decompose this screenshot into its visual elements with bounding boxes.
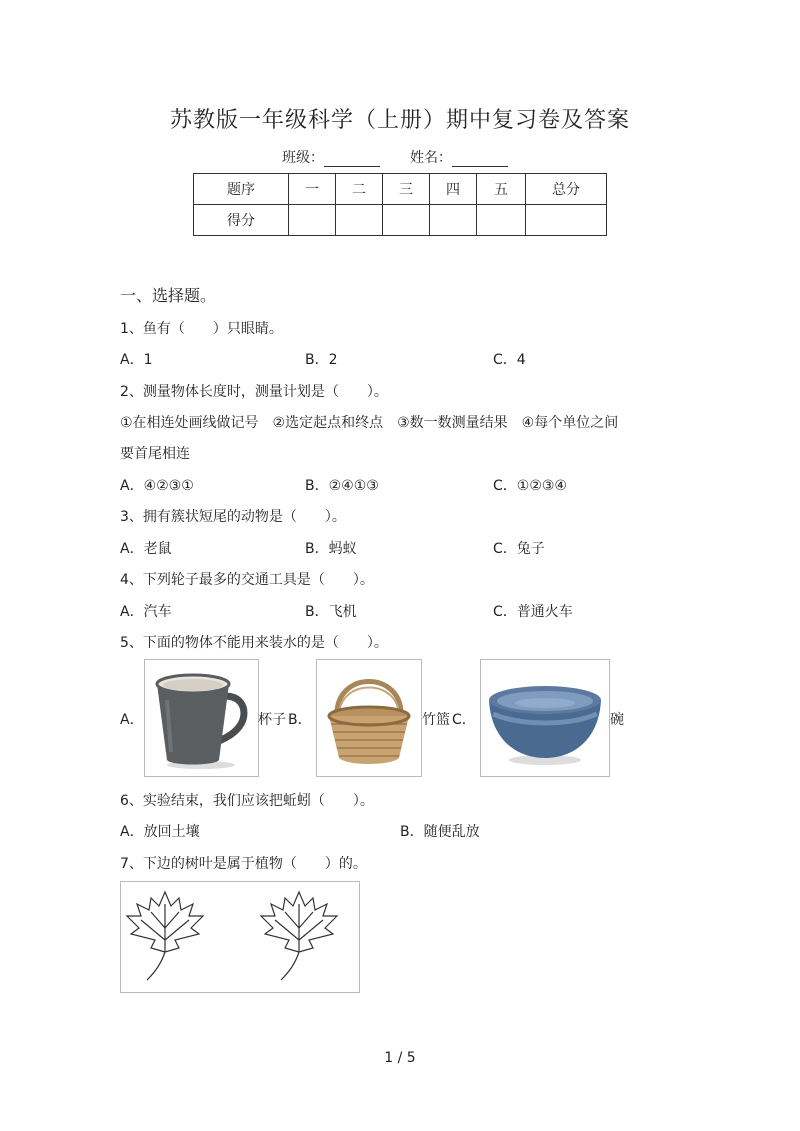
maple-leaf-icon xyxy=(121,882,359,992)
option-letter: B． xyxy=(288,712,312,728)
option: C．普通火车 xyxy=(493,604,573,620)
name-blank[interactable] xyxy=(452,152,508,167)
question-1: 1、鱼有（ ）只眼睛。 xyxy=(120,321,283,337)
leaves-image xyxy=(120,881,360,993)
section-heading: 一、选择题。 xyxy=(120,286,217,305)
option: A．④②③① xyxy=(120,478,194,494)
option: A．汽车 xyxy=(120,604,172,620)
option-label: 竹篮 xyxy=(422,712,450,728)
score-table-score-row xyxy=(194,205,607,236)
class-field xyxy=(282,147,380,167)
score-table-header-row xyxy=(194,174,607,205)
option: C．兔子 xyxy=(493,541,545,557)
page-title: 苏教版一年级科学（上册）期中复习卷及答案 xyxy=(169,108,630,133)
question-5: 5、下面的物体不能用来装水的是（ ）。 xyxy=(120,635,388,651)
score-input-cell[interactable] xyxy=(336,205,383,236)
option-letter: A． xyxy=(120,712,144,728)
question-2-desc: 要首尾相连 xyxy=(120,446,190,462)
option: A．1 xyxy=(120,352,153,368)
option-letter: C． xyxy=(452,712,476,728)
score-cell: 四 xyxy=(430,174,477,205)
score-cell: 一 xyxy=(289,174,336,205)
option: A．老鼠 xyxy=(120,541,172,557)
option: B．蚂蚁 xyxy=(305,541,357,557)
question-6: 6、实验结束，我们应该把蚯蚓（ ）。 xyxy=(120,793,374,809)
score-cell: 二 xyxy=(336,174,383,205)
option: A．放回土壤 xyxy=(120,824,200,840)
score-cell: 总分 xyxy=(526,174,607,205)
bowl-image xyxy=(480,659,610,777)
score-input-cell[interactable] xyxy=(430,205,477,236)
option: B．2 xyxy=(305,352,338,368)
bowl-icon xyxy=(481,660,609,776)
score-input-cell[interactable] xyxy=(289,205,336,236)
option: B．飞机 xyxy=(305,604,357,620)
option: B．随便乱放 xyxy=(400,824,480,840)
score-cell: 五 xyxy=(477,174,526,205)
question-3: 3、拥有簇状短尾的动物是（ ）。 xyxy=(120,509,346,525)
option: C．4 xyxy=(493,352,526,368)
score-input-cell[interactable] xyxy=(383,205,430,236)
score-cell: 三 xyxy=(383,174,430,205)
class-blank[interactable] xyxy=(324,152,380,167)
option: B．②④①③ xyxy=(305,478,379,494)
option: C．①②③④ xyxy=(493,478,567,494)
basket-icon xyxy=(317,660,421,776)
score-table xyxy=(193,173,607,236)
score-cell: 题序 xyxy=(194,174,289,205)
score-input-cell[interactable] xyxy=(526,205,607,236)
basket-image xyxy=(316,659,422,777)
page-number: 1 / 5 xyxy=(384,1050,416,1066)
question-4: 4、下列轮子最多的交通工具是（ ）。 xyxy=(120,572,374,588)
question-2: 2、测量物体长度时，测量计划是（ ）。 xyxy=(120,384,388,400)
mug-icon xyxy=(145,660,258,776)
name-field xyxy=(410,147,508,167)
question-2-desc: ①在相连处画线做记号 ②选定起点和终点 ③数一数测量结果 ④每个单位之间 xyxy=(120,415,619,431)
name-label: 姓名： xyxy=(410,150,452,166)
option-label: 杯子 xyxy=(258,712,286,728)
score-input-cell[interactable] xyxy=(477,205,526,236)
option-label: 碗 xyxy=(610,712,624,728)
class-label: 班级： xyxy=(282,150,324,166)
score-cell: 得分 xyxy=(194,205,289,236)
mug-image xyxy=(144,659,259,777)
question-7: 7、下边的树叶是属于植物（ ）的。 xyxy=(120,856,367,872)
